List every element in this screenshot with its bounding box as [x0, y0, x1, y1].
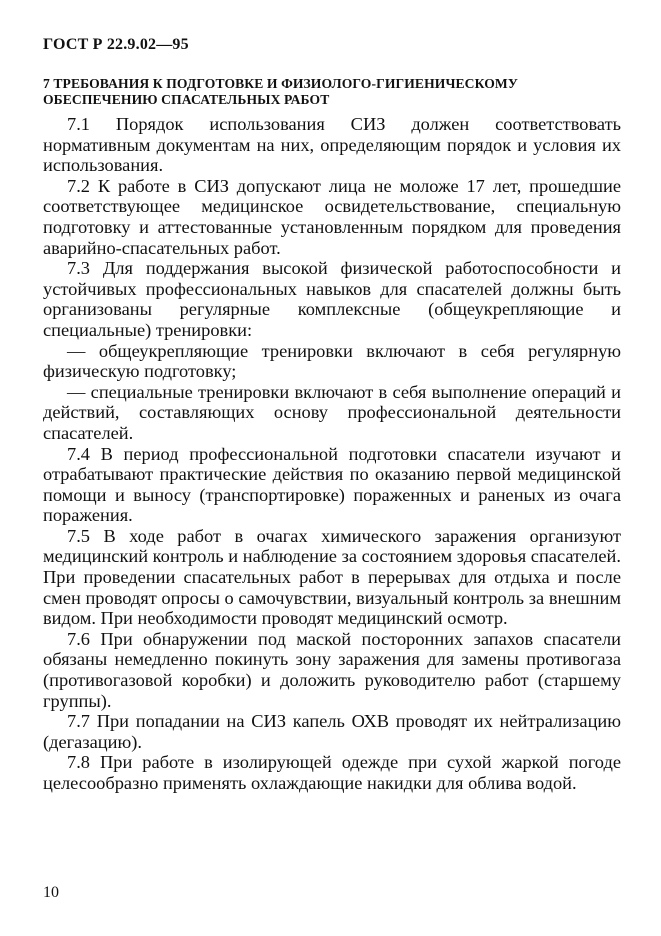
paragraph-7-4: 7.4 В период профессиональной подготовки спасатели изучают и отрабатывают практические действия по оказанию первой медицинской помощи и выносу (транспортировке) пораженных и раненых из очага поражения.: [43, 443, 621, 526]
document-code: ГОСТ Р 22.9.02—95: [43, 36, 189, 53]
section-title-line-2: ОБЕСПЕЧЕНИЮ СПАСАТЕЛЬНЫХ РАБОТ: [43, 92, 330, 107]
section-title-line-1: 7 ТРЕБОВАНИЯ К ПОДГОТОВКЕ И ФИЗИОЛОГО-ГИГИЕНИЧЕСКОМУ: [43, 76, 518, 91]
paragraph-7-5: 7.5 В ходе работ в очагах химического заражения организуют медицинский контроль и наблюдение за состоянием здоровья спасателей. При проведении спасательных работ в перерывах для отдыха и после смен проводят опросы о самочувствии, визуальный контроль за внешним видом. При необходимости проводят медицинский осмотр.: [43, 525, 621, 629]
paragraph-7-2: 7.2 К работе в СИЗ допускают лица не моложе 17 лет, прошедшие соответствующее медицинское освидетельствование, специальную подготовку и аттестованные установленным порядком для проведения аварийно-спасательных работ.: [43, 175, 621, 258]
list-item-general-training: — общеукрепляющие тренировки включают в себя регулярную физическую подготовку;: [43, 340, 621, 382]
paragraph-7-1: 7.1 Порядок использования СИЗ должен соответствовать нормативным документам на них, определяющим порядок и условия их использования.: [43, 114, 621, 176]
paragraph-7-3: 7.3 Для поддержания высокой физической работоспособности и устойчивых профессиональных навыков для спасателей должны быть организованы регулярные комплексные (общеукрепляющие и специальные) тренировки:: [43, 258, 621, 340]
section-title: [43, 76, 633, 108]
paragraph-7-6: 7.6 При обнаружении под маской посторонних запахов спасатели обязаны немедленно покинуть зону заражения для замены противогаза (противогазовой коробки) и доложить руководителю работ (старшему группы).: [43, 628, 621, 711]
paragraph-7-7: 7.7 При попадании на СИЗ капель ОХВ проводят их нейтрализацию (дегазацию).: [43, 711, 621, 752]
page-number: 10: [43, 884, 59, 901]
section-body: [43, 114, 621, 794]
list-item-special-training: — специальные тренировки включают в себя выполнение операций и действий, составляющих основу профессиональной деятельности спасателей.: [43, 381, 621, 443]
paragraph-7-8: 7.8 При работе в изолирующей одежде при сухой жаркой погоде целесообразно применять охлаждающие накидки для облива водой.: [43, 752, 621, 793]
